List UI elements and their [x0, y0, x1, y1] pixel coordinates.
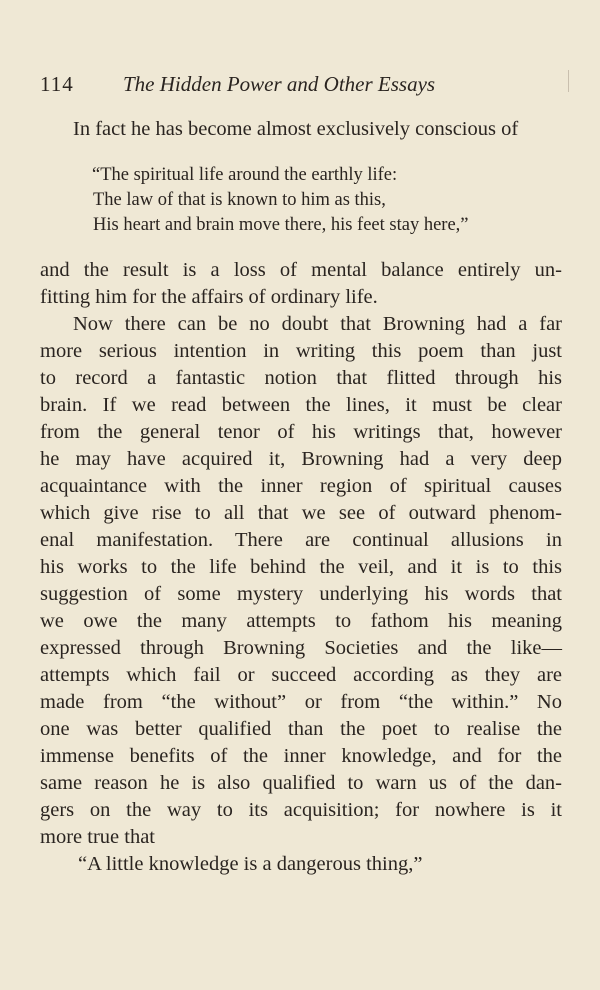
- text-line: fitting him for the affairs of ordinary life.: [40, 286, 378, 308]
- text-line: more serious intention in writing this poem than just: [40, 340, 562, 362]
- text-line: suggestion of some mystery underlying his words that: [40, 583, 562, 605]
- text-line: attempts which fail or succeed according as they are: [40, 664, 562, 686]
- quote-line: “A little knowledge is a dangerous thing,”: [78, 853, 423, 875]
- text-line: acquaintance with the inner region of spiritual causes: [40, 475, 562, 497]
- text-line: brain. If we read between the lines, it must be clear: [40, 394, 562, 416]
- text-line: made from “the without” or from “the within.” No: [40, 691, 562, 713]
- text-line: Now there can be no doubt that Browning had a far: [73, 313, 562, 335]
- text-line: one was better qualified than the poet to realise the: [40, 718, 562, 740]
- quote-line: “The spiritual life around the earthly life:: [92, 165, 398, 185]
- quote-line: The law of that is known to him as this,: [93, 190, 386, 210]
- text-line: his works to the life behind the veil, and it is to this: [40, 556, 562, 578]
- text-line: and the result is a loss of mental balance entirely un-: [40, 259, 562, 281]
- text-line: gers on the way to its acquisition; for nowhere is it: [40, 799, 562, 821]
- text-line: same reason he is also qualified to warn us of the dan-: [40, 772, 562, 794]
- text-line: expressed through Browning Societies and the like—: [40, 637, 562, 659]
- text-line: enal manifestation. There are continual allusions in: [40, 529, 562, 551]
- text-line: we owe the many attempts to fathom his meaning: [40, 610, 562, 632]
- text-line: he may have acquired it, Browning had a very deep: [40, 448, 562, 470]
- running-title: The Hidden Power and Other Essays: [123, 72, 436, 96]
- text-line: to record a fantastic notion that flitted through his: [40, 367, 562, 389]
- text-line: more true that: [40, 826, 155, 848]
- text-line: In fact he has become almost exclusively conscious of: [73, 118, 519, 140]
- margin-mark: [568, 70, 569, 92]
- text-line: immense benefits of the inner knowledge, and for the: [40, 745, 562, 767]
- quote-line: His heart and brain move there, his feet stay here,”: [93, 215, 469, 235]
- text-line: from the general tenor of his writings that, however: [40, 421, 562, 443]
- text-line: which give rise to all that we see of outward phenom-: [40, 502, 562, 524]
- page-number: 114: [40, 72, 74, 96]
